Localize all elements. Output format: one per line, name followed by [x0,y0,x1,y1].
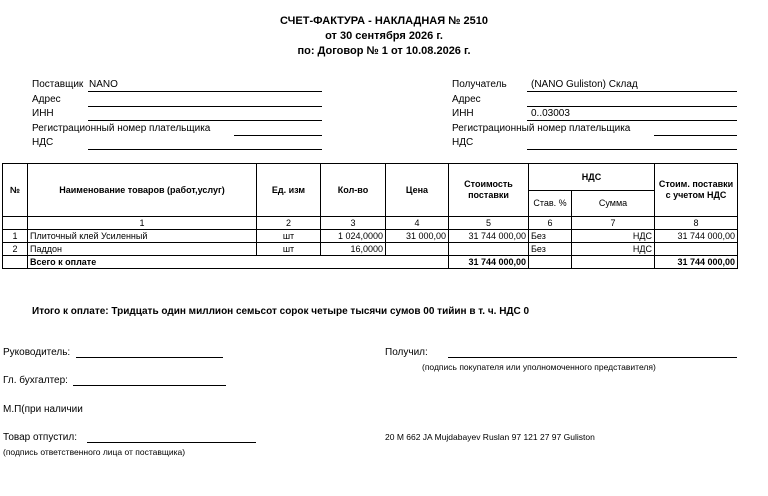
recipient-label: Получатель [452,79,507,90]
row-price: 31 000,00 [386,230,449,243]
table-row [3,230,738,243]
total-cost: 31 744 000,00 [449,256,529,269]
received-label: Получил: [385,347,428,358]
received-hint: (подпись покупателя или уполномоченного представителя) [422,362,656,372]
row-vat-sum: НДС [572,230,655,243]
row-unit: шт [257,243,321,256]
row-price [386,243,449,256]
row-cost: 31 744 000,00 [449,230,529,243]
header-vat: НДС [529,164,655,191]
received-info: 20 M 662 JA Mujdabayev Ruslan 97 121 27 97 Guliston [385,432,595,442]
col-number: 5 [449,217,529,230]
row-name: Плиточный клей Усиленный [28,230,257,243]
row-total: 31 744 000,00 [655,230,738,243]
supplier-inn-label: ИНН [32,108,54,119]
supplier-name: NANO [89,79,118,90]
recipient-reg-label: Регистрационный номер плательщика [452,123,631,134]
col-number: 8 [655,217,738,230]
total-label: Всего к оплате [28,256,449,269]
director-label: Руководитель: [3,347,71,358]
invoice-date: от 30 сентября 2026 г. [325,30,443,42]
supplier-vat-label: НДС [32,137,54,148]
recipient-address-label: Адрес [452,94,481,105]
recipient-vat-label: НДС [452,137,474,148]
col-number: 4 [386,217,449,230]
header-price: Цена [386,164,449,217]
header-qty: Кол-во [321,164,386,217]
col-number: 1 [28,217,257,230]
row-total [655,243,738,256]
header-total: Стоим. поставки с учетом НДС [655,164,738,217]
invoice-contract: по: Договор № 1 от 10.08.2026 г. [297,45,471,57]
recipient-inn-label: ИНН [452,108,474,119]
accountant-label: Гл. бухгалтер: [3,375,68,386]
table-total-row [3,256,738,269]
row-vat-rate: Без [529,243,572,256]
column-numbers-row [3,217,738,230]
released-hint: (подпись ответственного лица от поставщика) [3,447,186,457]
row-num: 1 [3,230,28,243]
row-unit: шт [257,230,321,243]
col-number: 2 [257,217,321,230]
items-table [2,163,738,269]
row-qty: 1 024,0000 [321,230,386,243]
stamp-label: М.П(при наличии [3,404,83,415]
row-name: Паддон [28,243,257,256]
header-name: Наименование товаров (работ,услуг) [28,164,257,217]
released-label: Товар отпустил: [3,432,77,443]
col-number: 6 [529,217,572,230]
header-unit: Ед. изм [257,164,321,217]
header-num: № [3,164,28,217]
col-number: 3 [321,217,386,230]
supplier-label: Поставщик [32,79,84,90]
total-sum: 31 744 000,00 [655,256,738,269]
table-row [3,243,738,256]
row-vat-rate: Без [529,230,572,243]
supplier-address-label: Адрес [32,94,61,105]
recipient-name: (NANO Guliston) Склад [531,79,638,90]
row-vat-sum: НДС [572,243,655,256]
supplier-reg-label: Регистрационный номер плательщика [32,123,211,134]
row-qty: 16,0000 [321,243,386,256]
invoice-title: СЧЕТ-ФАКТУРА - НАКЛАДНАЯ № 2510 [280,15,488,27]
row-cost [449,243,529,256]
recipient-inn: 0..03003 [531,108,570,119]
row-num: 2 [3,243,28,256]
summary-text: Итого к оплате: Тридцать один миллион семьсот сорок четыре тысячи сумов 00 тийин в т. ч. НДС 0 [32,306,530,317]
header-vat-sum: Сумма [572,191,655,217]
col-number: 7 [572,217,655,230]
header-vat-rate: Став. % [529,191,572,217]
header-cost: Стоимость поставки [449,164,529,217]
